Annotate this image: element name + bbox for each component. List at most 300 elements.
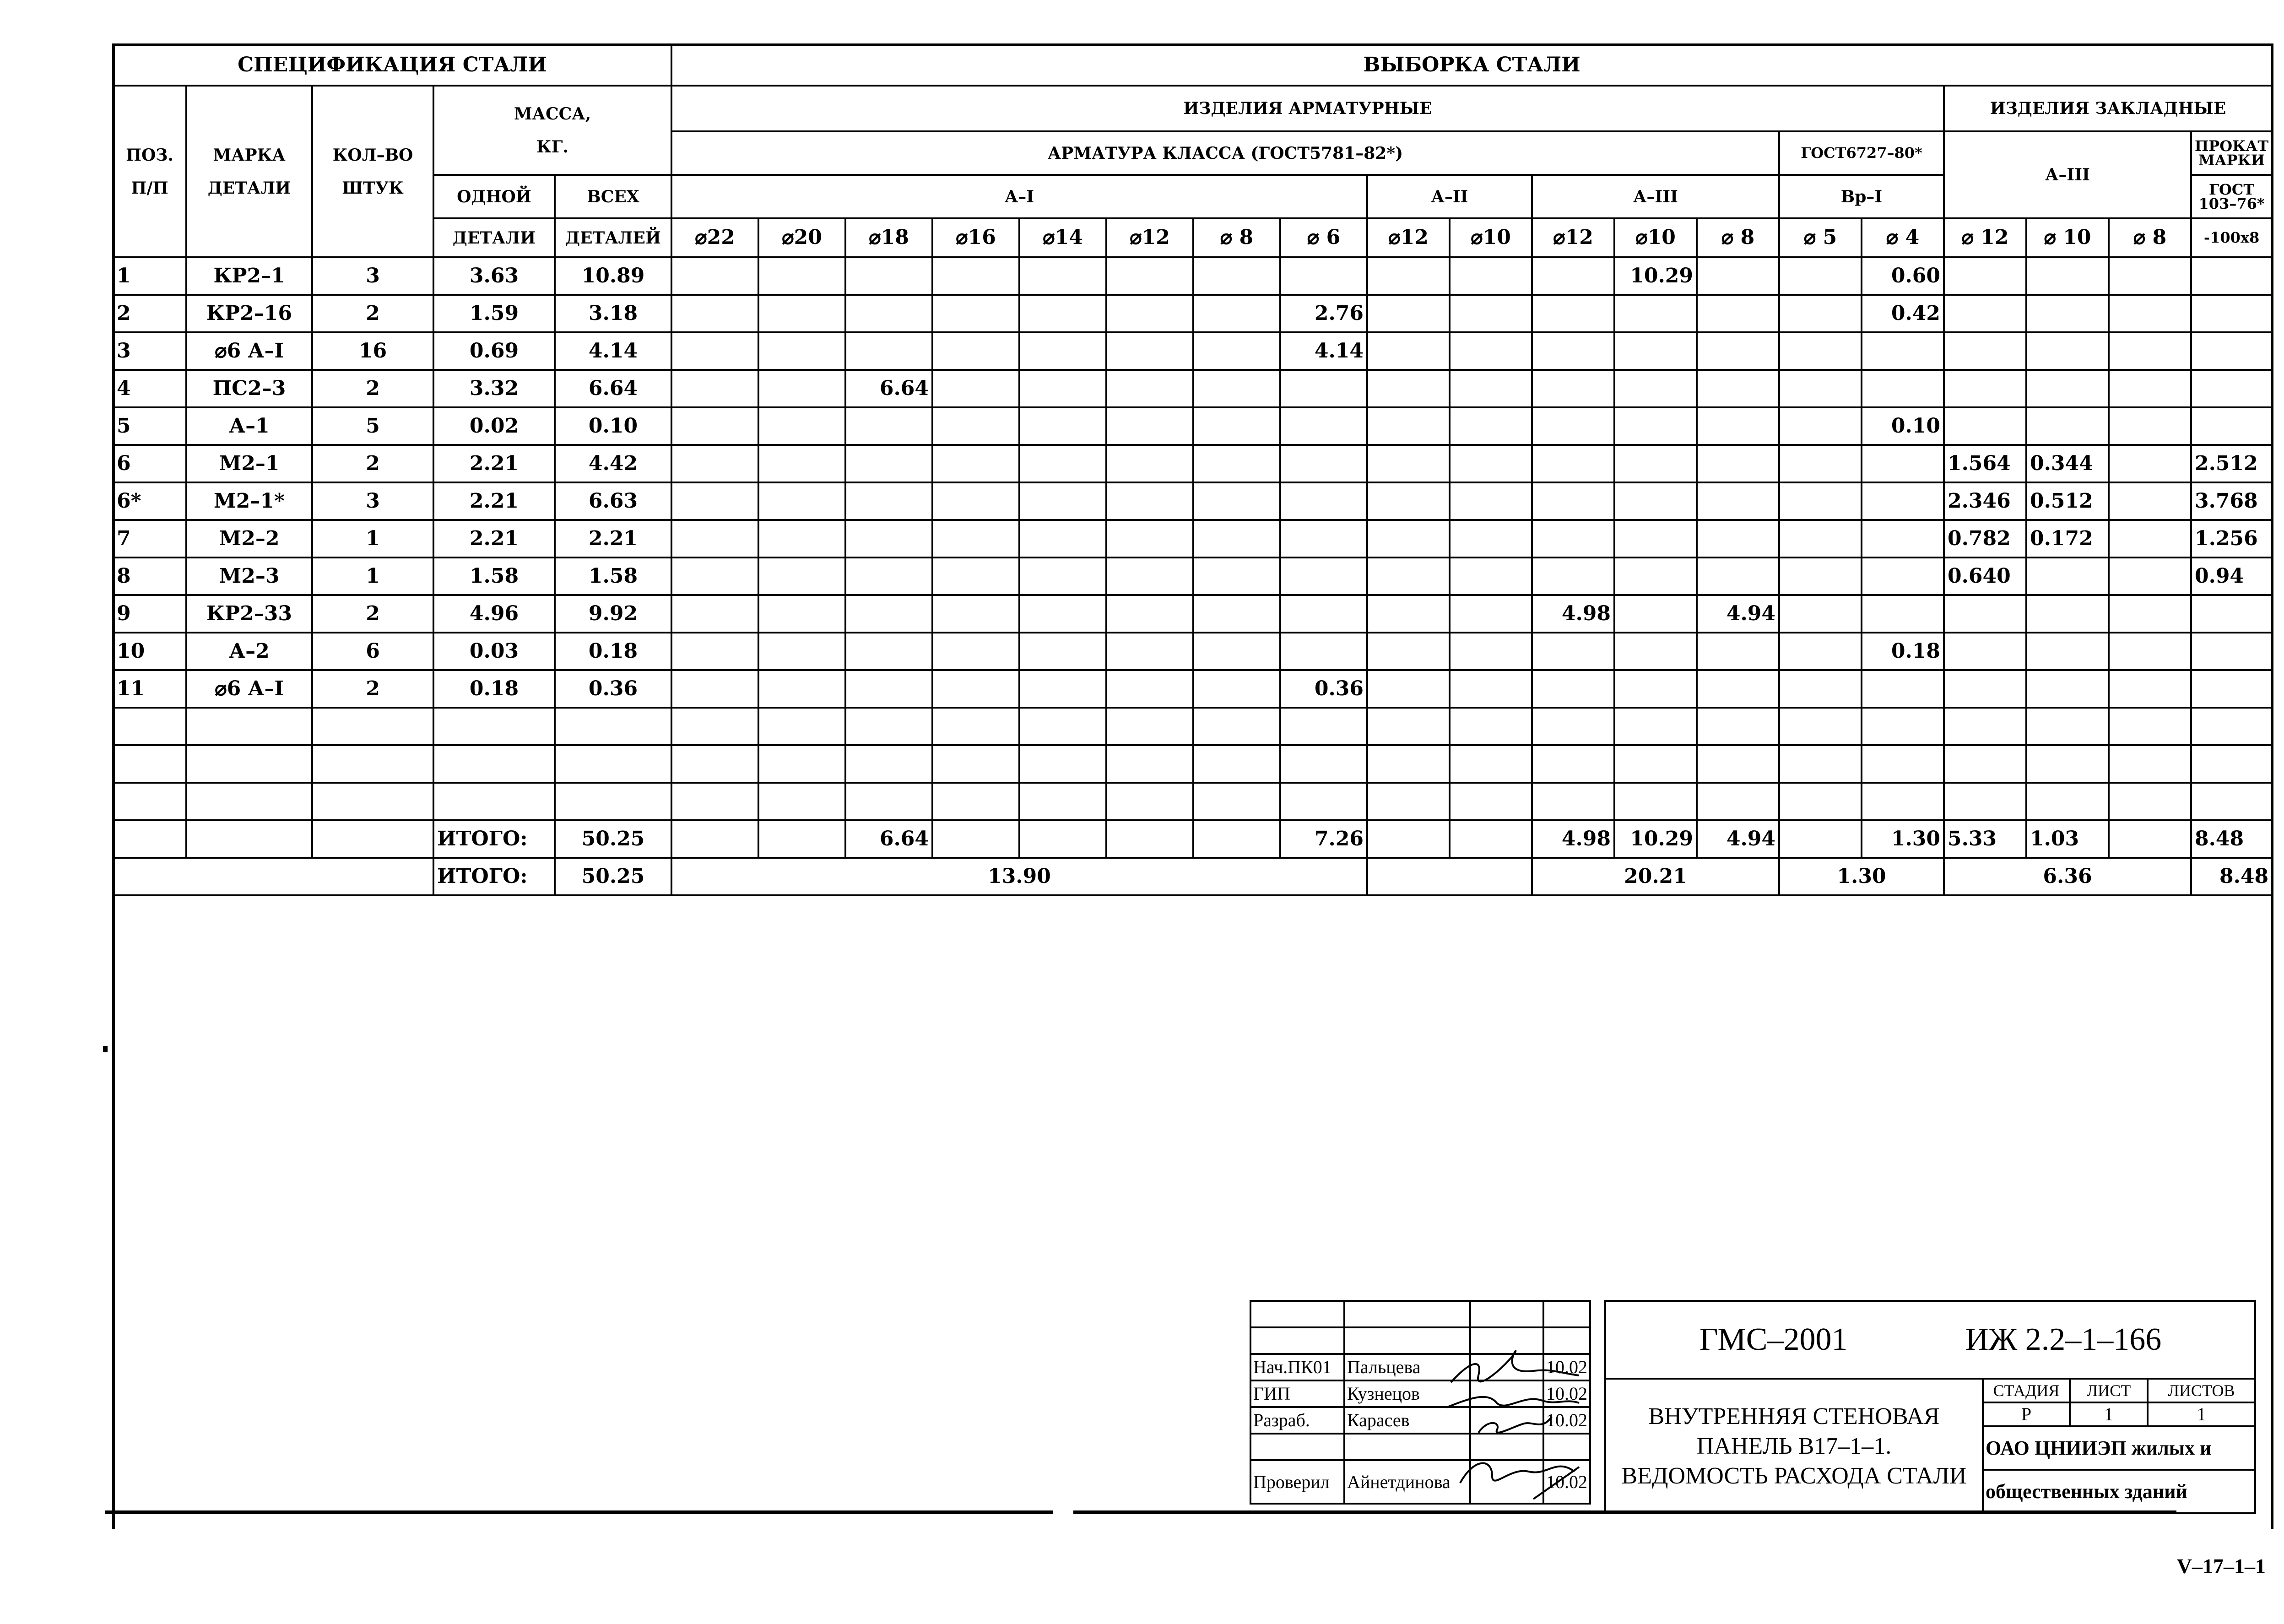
value-cell: 0.782 — [1944, 520, 2026, 558]
total-value — [671, 820, 758, 858]
empty-cell — [845, 708, 932, 745]
value-cell — [1779, 633, 1862, 670]
empty-cell — [555, 745, 671, 783]
stamp-date: 10.02 — [1543, 1380, 1590, 1407]
value-cell — [1019, 407, 1106, 445]
value-cell — [671, 332, 758, 370]
empty-cell — [312, 783, 433, 820]
empty-cell — [2026, 745, 2109, 783]
empty-cell — [1019, 745, 1106, 783]
value-cell — [1280, 595, 1367, 633]
total-value: 10.29 — [1614, 820, 1697, 858]
value-cell — [1019, 332, 1106, 370]
value-cell — [932, 445, 1019, 482]
value-cell — [1697, 332, 1779, 370]
value-cell — [1697, 370, 1779, 407]
empty-cell — [671, 745, 758, 783]
value-cell — [2026, 558, 2109, 595]
total-a1: 13.90 — [671, 858, 1367, 895]
value-cell — [1106, 370, 1193, 407]
total-a2 — [1367, 858, 1532, 895]
table-row — [113, 558, 2272, 595]
value-cell — [1193, 370, 1280, 407]
diameter-header: -100x8 — [2191, 218, 2272, 257]
total-value: 1.03 — [2026, 820, 2109, 858]
empty-cell — [1944, 708, 2026, 745]
mass-one-cell: 2.21 — [433, 520, 555, 558]
value-cell: 0.42 — [1862, 295, 1944, 332]
value-cell — [845, 670, 932, 708]
empty-cell — [1614, 783, 1697, 820]
table-row — [113, 407, 2272, 445]
value-cell — [1367, 257, 1450, 295]
value-cell — [758, 295, 845, 332]
value-cell — [1944, 670, 2026, 708]
value-cell: 0.36 — [1280, 670, 1367, 708]
value-cell — [2026, 633, 2109, 670]
stamp-name: Карасев — [1344, 1407, 1470, 1434]
total-value: 1.30 — [1862, 820, 1944, 858]
value-cell — [1450, 407, 1532, 445]
value-cell — [1944, 295, 2026, 332]
empty-cell — [555, 708, 671, 745]
diameter-header: ⌀ 10 — [2026, 218, 2109, 257]
diameter-header: ⌀ 8 — [2109, 218, 2191, 257]
mass-one-cell: 0.03 — [433, 633, 555, 670]
value-cell — [1367, 295, 1450, 332]
value-cell — [1944, 595, 2026, 633]
value-cell — [932, 482, 1019, 520]
mark-cell: КР2–33 — [186, 595, 312, 633]
total-value — [1779, 820, 1862, 858]
class-bp1-header: Вр–I — [1779, 175, 1944, 218]
empty-cell — [1106, 708, 1193, 745]
mass-one-cell: 2.21 — [433, 482, 555, 520]
value-cell — [1614, 595, 1697, 633]
empty-cell — [186, 745, 312, 783]
value-cell — [1779, 445, 1862, 482]
value-cell — [671, 445, 758, 482]
mark-cell: ⌀6 А–I — [186, 670, 312, 708]
value-cell — [1862, 520, 1944, 558]
value-cell — [1106, 332, 1193, 370]
value-cell — [2191, 257, 2272, 295]
value-cell: 1.256 — [2191, 520, 2272, 558]
mass-one-cell: 1.58 — [433, 558, 555, 595]
value-cell — [1532, 332, 1614, 370]
value-cell — [671, 407, 758, 445]
frame-tick — [103, 1046, 108, 1052]
value-cell — [671, 257, 758, 295]
qty-cell: 3 — [312, 482, 433, 520]
value-cell — [1779, 257, 1862, 295]
value-cell — [671, 595, 758, 633]
value-cell: 2.512 — [2191, 445, 2272, 482]
empty-cell — [113, 858, 433, 895]
value-cell: 0.60 — [1862, 257, 1944, 295]
pos-cell: 3 — [113, 332, 186, 370]
total-value: 7.26 — [1280, 820, 1367, 858]
value-cell — [1019, 295, 1106, 332]
mass-all-cell: 6.63 — [555, 482, 671, 520]
value-cell — [2026, 407, 2109, 445]
diameter-header: ⌀12 — [1532, 218, 1614, 257]
value-cell — [2026, 257, 2109, 295]
total-bp1: 1.30 — [1779, 858, 1944, 895]
empty-cell — [1019, 783, 1106, 820]
value-cell — [671, 482, 758, 520]
table-row — [113, 520, 2272, 558]
empty-cell — [671, 708, 758, 745]
value-cell — [1944, 332, 2026, 370]
total-value — [2109, 820, 2191, 858]
org-line-1: ОАО ЦНИИЭП жилых и — [1983, 1426, 2255, 1470]
project-code: ГМС–2001 — [1699, 1322, 1848, 1357]
stamp-name: Айнетдинова — [1344, 1460, 1470, 1504]
mark-cell: М2–1* — [186, 482, 312, 520]
mark-cell: А–2 — [186, 633, 312, 670]
diameter-header: ⌀12 — [1106, 218, 1193, 257]
value-cell — [1367, 633, 1450, 670]
drawing-title: ВНУТРЕННЯЯ СТЕНОВАЯ ПАНЕЛЬ В17–1–1. ВЕДОМОСТЬ РАСХОДА СТАЛИ — [1605, 1379, 1983, 1513]
empty-cell — [1367, 708, 1450, 745]
empty-cell — [758, 745, 845, 783]
value-cell — [2026, 595, 2109, 633]
value-cell — [1193, 520, 1280, 558]
value-cell — [1019, 370, 1106, 407]
empty-cell — [186, 708, 312, 745]
value-cell: 2.76 — [1280, 295, 1367, 332]
total-value: 4.98 — [1532, 820, 1614, 858]
class-a1-header: А–I — [671, 175, 1367, 218]
empty-cell — [1697, 708, 1779, 745]
mass-all-cell: 0.36 — [555, 670, 671, 708]
value-cell — [1532, 520, 1614, 558]
empty-cell — [2026, 783, 2109, 820]
empty-cell — [845, 745, 932, 783]
value-cell — [1106, 257, 1193, 295]
total-label: ИТОГО: — [433, 858, 555, 895]
empty-cell — [113, 820, 186, 858]
mass-all-cell: 6.64 — [555, 370, 671, 407]
empty-cell — [2109, 708, 2191, 745]
value-cell: 0.94 — [2191, 558, 2272, 595]
value-cell — [671, 633, 758, 670]
value-cell — [932, 633, 1019, 670]
table-row — [113, 745, 2272, 783]
value-cell — [2191, 633, 2272, 670]
value-cell — [1779, 670, 1862, 708]
value-cell — [2109, 370, 2191, 407]
value-cell — [1697, 295, 1779, 332]
value-cell — [1450, 332, 1532, 370]
qty-cell: 2 — [312, 670, 433, 708]
mass-one-cell: 2.21 — [433, 445, 555, 482]
mass-all-cell: 9.92 — [555, 595, 671, 633]
stamp-name: Кузнецов — [1344, 1380, 1470, 1407]
spec-title: СПЕЦИФИКАЦИЯ СТАЛИ — [113, 44, 671, 86]
value-cell — [1614, 407, 1697, 445]
total-value: 8.48 — [2191, 820, 2272, 858]
empty-cell — [1019, 708, 1106, 745]
value-cell — [1106, 595, 1193, 633]
mark-header: МАРКА ДЕТАЛИ — [186, 86, 312, 257]
empty-cell — [1697, 745, 1779, 783]
mark-cell: М2–1 — [186, 445, 312, 482]
empty-cell — [2191, 708, 2272, 745]
value-cell — [1697, 257, 1779, 295]
value-cell — [2026, 670, 2109, 708]
value-cell — [845, 407, 932, 445]
total-value — [1019, 820, 1106, 858]
value-cell: 0.344 — [2026, 445, 2109, 482]
diameter-header: ⌀ 4 — [1862, 218, 1944, 257]
stamp-header — [1605, 1301, 2255, 1379]
qty-cell: 3 — [312, 257, 433, 295]
empty-cell — [1193, 745, 1280, 783]
value-cell — [1193, 558, 1280, 595]
value-cell — [1614, 633, 1697, 670]
value-cell — [845, 445, 932, 482]
empty-cell — [1862, 708, 1944, 745]
embedded-products-header: ИЗДЕЛИЯ ЗАКЛАДНЫЕ — [1944, 86, 2272, 131]
value-cell: 4.14 — [1280, 332, 1367, 370]
pos-cell: 2 — [113, 295, 186, 332]
empty-cell — [433, 783, 555, 820]
value-cell — [1614, 445, 1697, 482]
total-value: 6.64 — [845, 820, 932, 858]
value-cell — [1450, 633, 1532, 670]
empty-cell — [1106, 783, 1193, 820]
total-all: 50.25 — [555, 820, 671, 858]
sheets-value: 1 — [2148, 1402, 2255, 1426]
value-cell — [2109, 332, 2191, 370]
value-cell — [1280, 633, 1367, 670]
diameter-header: ⌀ 5 — [1779, 218, 1862, 257]
value-cell — [1944, 407, 2026, 445]
value-cell — [1019, 670, 1106, 708]
mass-one-cell: 3.63 — [433, 257, 555, 295]
value-cell — [1106, 407, 1193, 445]
sheet-value: 1 — [2070, 1402, 2148, 1426]
total-a3: 20.21 — [1532, 858, 1779, 895]
empty-cell — [186, 783, 312, 820]
value-cell — [1193, 257, 1280, 295]
pos-header: ПОЗ. П/П — [113, 86, 186, 257]
empty-cell — [1862, 745, 1944, 783]
table-row — [113, 482, 2272, 520]
value-cell — [1862, 370, 1944, 407]
class-a2-header: А–II — [1367, 175, 1532, 218]
value-cell: 2.346 — [1944, 482, 2026, 520]
empty-cell — [1367, 745, 1450, 783]
value-cell — [758, 670, 845, 708]
empty-cell — [1532, 783, 1614, 820]
qty-cell: 2 — [312, 595, 433, 633]
value-cell: 0.640 — [1944, 558, 2026, 595]
mass-header: МАССА, КГ. — [433, 86, 671, 175]
stage-label: СТАДИЯ — [1983, 1379, 2070, 1402]
value-cell — [1019, 558, 1106, 595]
qty-cell: 1 — [312, 558, 433, 595]
stamp-role: ГИП — [1250, 1380, 1344, 1407]
total-value — [758, 820, 845, 858]
sheet-label: ЛИСТ — [2070, 1379, 2148, 1402]
empty-cell — [2191, 745, 2272, 783]
stamp-date: 10.02 — [1543, 1407, 1590, 1434]
value-cell — [1779, 520, 1862, 558]
value-cell — [1193, 482, 1280, 520]
stamp-date: 10.02 — [1543, 1460, 1590, 1504]
value-cell — [2026, 370, 2109, 407]
value-cell — [1697, 670, 1779, 708]
value-cell — [2191, 370, 2272, 407]
value-cell — [1532, 445, 1614, 482]
value-cell — [1532, 670, 1614, 708]
pos-cell: 1 — [113, 257, 186, 295]
value-cell — [1193, 595, 1280, 633]
value-cell — [671, 295, 758, 332]
value-cell — [1019, 595, 1106, 633]
qty-cell: 2 — [312, 445, 433, 482]
value-cell — [1193, 295, 1280, 332]
empty-cell — [932, 708, 1019, 745]
value-cell — [1280, 257, 1367, 295]
stamp-date: 10.02 — [1543, 1354, 1590, 1380]
table-row — [113, 783, 2272, 820]
value-cell — [2109, 633, 2191, 670]
empty-cell — [1697, 783, 1779, 820]
value-cell — [1367, 445, 1450, 482]
mark-cell: А–1 — [186, 407, 312, 445]
value-cell — [1944, 257, 2026, 295]
value-cell — [1697, 520, 1779, 558]
value-cell — [1779, 558, 1862, 595]
table-row — [113, 708, 2272, 745]
value-cell — [1862, 332, 1944, 370]
empty-cell — [113, 745, 186, 783]
value-cell — [1193, 407, 1280, 445]
value-cell — [845, 595, 932, 633]
value-cell — [1367, 407, 1450, 445]
value-cell — [2109, 445, 2191, 482]
value-cell — [1106, 295, 1193, 332]
value-cell — [1367, 370, 1450, 407]
value-cell: 0.512 — [2026, 482, 2109, 520]
value-cell — [1193, 633, 1280, 670]
value-cell: 0.18 — [1862, 633, 1944, 670]
value-cell — [1697, 482, 1779, 520]
value-cell — [2109, 295, 2191, 332]
table-row — [113, 257, 2272, 295]
sample-title: ВЫБОРКА СТАЛИ — [671, 44, 2272, 86]
value-cell — [845, 482, 932, 520]
value-cell — [1697, 558, 1779, 595]
value-cell — [2026, 295, 2109, 332]
empty-cell — [312, 708, 433, 745]
emb-class-header: А–III — [1944, 131, 2191, 218]
value-cell — [932, 558, 1019, 595]
doc-code: ИЖ 2.2–1–166 — [1965, 1322, 2162, 1357]
one-detail-header-2: ДЕТАЛИ — [433, 218, 555, 257]
diameter-header: ⌀18 — [845, 218, 932, 257]
sheets-label: ЛИСТОВ — [2148, 1379, 2255, 1402]
value-cell — [2109, 595, 2191, 633]
total-label: ИТОГО: — [433, 820, 555, 858]
one-detail-header: ОДНОЙ — [433, 175, 555, 218]
qty-cell: 1 — [312, 520, 433, 558]
diameter-header: ⌀14 — [1019, 218, 1106, 257]
value-cell — [1367, 558, 1450, 595]
value-cell — [1367, 595, 1450, 633]
diameter-header: ⌀ 8 — [1193, 218, 1280, 257]
value-cell — [2026, 332, 2109, 370]
value-cell — [1532, 482, 1614, 520]
value-cell — [758, 520, 845, 558]
total-rolled: 8.48 — [2191, 858, 2272, 895]
total-value: 5.33 — [1944, 820, 2026, 858]
empty-cell — [1193, 783, 1280, 820]
value-cell — [1367, 332, 1450, 370]
mass-one-cell: 3.32 — [433, 370, 555, 407]
qty-cell: 5 — [312, 407, 433, 445]
value-cell — [1367, 670, 1450, 708]
value-cell — [1450, 558, 1532, 595]
value-cell — [1450, 370, 1532, 407]
value-cell — [1614, 520, 1697, 558]
value-cell — [1532, 633, 1614, 670]
value-cell — [1450, 520, 1532, 558]
value-cell — [1450, 482, 1532, 520]
value-cell — [1280, 370, 1367, 407]
total-value — [1193, 820, 1280, 858]
value-cell — [1106, 633, 1193, 670]
value-cell — [1779, 482, 1862, 520]
value-cell — [1106, 482, 1193, 520]
value-cell — [1614, 295, 1697, 332]
empty-cell — [1614, 745, 1697, 783]
value-cell — [1280, 520, 1367, 558]
mass-all-cell: 2.21 — [555, 520, 671, 558]
value-cell — [2191, 332, 2272, 370]
table-row — [113, 295, 2272, 332]
value-cell — [1614, 482, 1697, 520]
value-cell — [758, 407, 845, 445]
empty-cell — [1532, 708, 1614, 745]
table-row — [113, 670, 2272, 708]
diameter-header: ⌀ 8 — [1697, 218, 1779, 257]
mark-cell: М2–2 — [186, 520, 312, 558]
value-cell — [671, 558, 758, 595]
diameter-header: ⌀20 — [758, 218, 845, 257]
value-cell — [1614, 370, 1697, 407]
empty-cell — [758, 783, 845, 820]
pos-cell: 6 — [113, 445, 186, 482]
empty-cell — [2109, 745, 2191, 783]
stamp-role: Разраб. — [1250, 1407, 1344, 1434]
empty-cell — [1450, 708, 1532, 745]
value-cell — [2191, 670, 2272, 708]
mark-cell: КР2–16 — [186, 295, 312, 332]
class-a3-header: А–III — [1532, 175, 1779, 218]
mass-one-cell: 1.59 — [433, 295, 555, 332]
value-cell — [1944, 633, 2026, 670]
pos-cell: 8 — [113, 558, 186, 595]
value-cell — [1193, 445, 1280, 482]
total-value — [932, 820, 1019, 858]
value-cell — [1280, 558, 1367, 595]
value-cell — [1019, 520, 1106, 558]
